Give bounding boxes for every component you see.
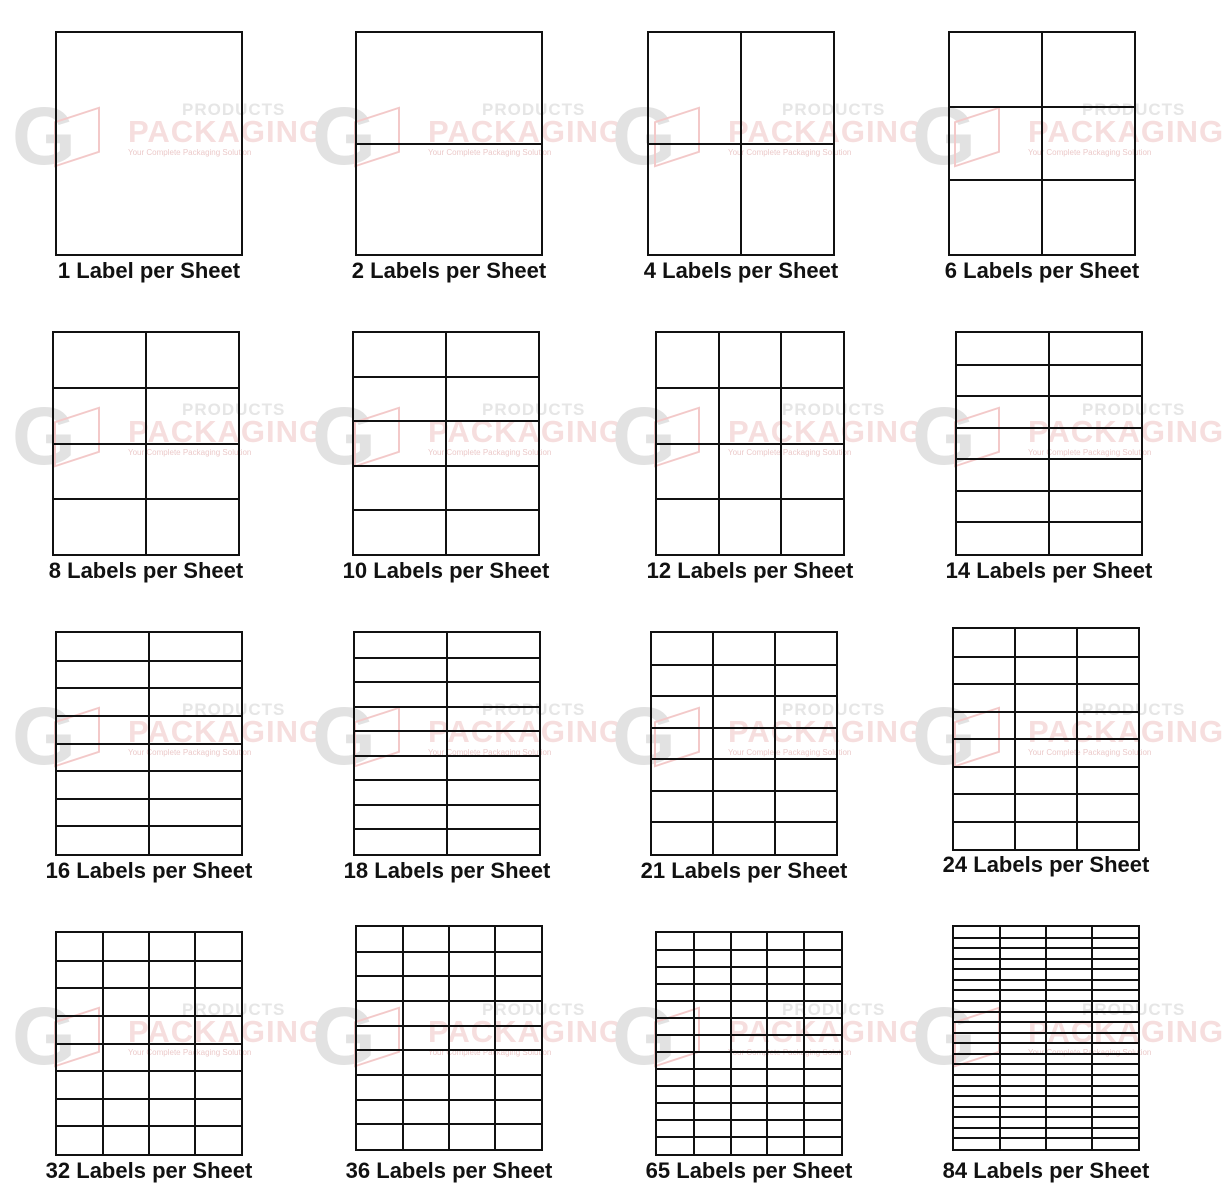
watermark-tagline: Your Complete Packaging Solution xyxy=(428,448,552,457)
watermark-tagline: Your Complete Packaging Solution xyxy=(728,1048,852,1057)
layout-caption: 14 Labels per Sheet xyxy=(945,558,1153,583)
label-row-divider xyxy=(652,664,836,666)
watermark-logo-letter: G xyxy=(612,91,676,182)
label-sheet xyxy=(52,331,240,556)
watermark-products: PRODUCTS xyxy=(1082,400,1186,419)
layout-card xyxy=(900,900,1224,1200)
watermark-products: PRODUCTS xyxy=(1082,1000,1186,1019)
watermark-logo-letter: G xyxy=(12,391,76,482)
watermark-packaging: PACKAGING xyxy=(1028,414,1224,449)
label-sheet xyxy=(352,331,540,556)
watermark-logo-letter: G xyxy=(12,691,76,782)
watermark-tagline: Your Complete Packaging Solution xyxy=(428,148,552,157)
layout-caption: 8 Labels per Sheet xyxy=(48,558,244,583)
watermark-products: PRODUCTS xyxy=(182,400,286,419)
label-row-divider xyxy=(657,1136,841,1138)
label-column-divider xyxy=(1045,927,1047,1149)
watermark-packaging: PACKAGING xyxy=(428,1014,625,1049)
label-column-divider xyxy=(693,933,695,1154)
label-sheet xyxy=(955,331,1143,556)
label-column-divider xyxy=(803,933,805,1154)
watermark-logo-letter: G xyxy=(12,991,76,1082)
layout-caption: 6 Labels per Sheet xyxy=(944,258,1140,283)
watermark-packaging: PACKAGING xyxy=(728,414,925,449)
label-row-divider xyxy=(657,443,843,445)
label-column-divider xyxy=(445,333,447,554)
label-row-divider xyxy=(657,949,841,951)
label-column-divider xyxy=(712,633,714,854)
label-row-divider xyxy=(954,656,1138,658)
layout-card xyxy=(300,300,625,600)
layout-caption: 18 Labels per Sheet xyxy=(343,858,551,883)
label-row-divider xyxy=(954,793,1138,795)
layout-caption: 4 Labels per Sheet xyxy=(643,258,839,283)
watermark-logo-letter: G xyxy=(312,391,376,482)
watermark-products: PRODUCTS xyxy=(1082,100,1186,119)
label-sheet xyxy=(655,331,845,556)
watermark-logo-letter: G xyxy=(312,91,376,182)
watermark-products: PRODUCTS xyxy=(482,1000,586,1019)
watermark-tagline: Your Complete Packaging Solution xyxy=(128,448,252,457)
layout-caption: 32 Labels per Sheet xyxy=(45,1158,253,1183)
label-column-divider xyxy=(1048,333,1050,554)
watermark-packaging: PACKAGING xyxy=(728,114,925,149)
label-sheet xyxy=(952,925,1140,1151)
label-column-divider xyxy=(102,933,104,1154)
watermark-products: PRODUCTS xyxy=(782,700,886,719)
layout-caption: 10 Labels per Sheet xyxy=(342,558,550,583)
watermark-products: PRODUCTS xyxy=(782,1000,886,1019)
label-row-divider xyxy=(954,821,1138,823)
watermark-tagline: Your Complete Packaging Solution xyxy=(128,1048,252,1057)
watermark-packaging: PACKAGING xyxy=(428,414,625,449)
watermark-packaging: PACKAGING xyxy=(428,714,625,749)
layout-caption: 21 Labels per Sheet xyxy=(640,858,848,883)
watermark-packaging: PACKAGING xyxy=(1028,714,1224,749)
watermark-products: PRODUCTS xyxy=(1082,700,1186,719)
layout-card xyxy=(600,0,925,300)
watermark-products: PRODUCTS xyxy=(782,400,886,419)
layout-caption: 12 Labels per Sheet xyxy=(646,558,854,583)
layout-caption: 16 Labels per Sheet xyxy=(45,858,253,883)
label-sheet xyxy=(355,31,543,256)
label-column-divider xyxy=(1014,629,1016,849)
watermark-packaging: PACKAGING xyxy=(128,1014,325,1049)
label-row-divider xyxy=(657,983,841,985)
label-row-divider xyxy=(954,711,1138,713)
label-sheet xyxy=(55,31,243,256)
watermark-tagline: Your Complete Packaging Solution xyxy=(128,748,252,757)
label-row-divider xyxy=(652,758,836,760)
label-column-divider xyxy=(494,927,496,1149)
label-column-divider xyxy=(718,333,720,554)
label-column-divider xyxy=(774,633,776,854)
watermark-packaging: PACKAGING xyxy=(728,714,925,749)
label-row-divider xyxy=(652,727,836,729)
label-sheet xyxy=(655,931,843,1156)
layout-caption: 36 Labels per Sheet xyxy=(345,1158,553,1183)
label-row-divider xyxy=(954,738,1138,740)
label-row-divider xyxy=(657,1085,841,1087)
watermark-tagline: Your Complete Packaging Solution xyxy=(1028,148,1152,157)
label-column-divider xyxy=(740,33,742,254)
layout-card xyxy=(0,300,325,600)
label-row-divider xyxy=(357,143,541,145)
label-row-divider xyxy=(657,498,843,500)
watermark-packaging: PACKAGING xyxy=(128,114,325,149)
layout-card xyxy=(0,600,325,900)
watermark-tagline: Your Complete Packaging Solution xyxy=(428,1048,552,1057)
label-sheet xyxy=(353,631,541,856)
watermark-logo-letter: G xyxy=(912,391,976,482)
label-sheet xyxy=(650,631,838,856)
watermark-tagline: Your Complete Packaging Solution xyxy=(728,748,852,757)
label-row-divider xyxy=(652,790,836,792)
watermark-logo-letter: G xyxy=(12,91,76,182)
layout-card xyxy=(0,900,325,1200)
label-sheet xyxy=(952,627,1140,851)
watermark-products: PRODUCTS xyxy=(182,1000,286,1019)
label-column-divider xyxy=(730,933,732,1154)
watermark-packaging: PACKAGING xyxy=(128,714,325,749)
watermark-logo-letter: G xyxy=(912,991,976,1082)
watermark-products: PRODUCTS xyxy=(482,700,586,719)
watermark-packaging: PACKAGING xyxy=(428,114,625,149)
label-sheet xyxy=(647,31,835,256)
layout-caption: 1 Label per Sheet xyxy=(57,258,241,283)
watermark-packaging: PACKAGING xyxy=(728,1014,925,1049)
label-column-divider xyxy=(446,633,448,854)
label-row-divider xyxy=(657,387,843,389)
layout-caption: 24 Labels per Sheet xyxy=(942,852,1150,877)
layout-card xyxy=(900,0,1224,300)
label-sheet xyxy=(55,931,243,1156)
watermark-products: PRODUCTS xyxy=(182,700,286,719)
watermark-logo-letter: G xyxy=(312,991,376,1082)
label-column-divider xyxy=(402,927,404,1149)
watermark-logo-letter: G xyxy=(912,691,976,782)
layout-card xyxy=(900,300,1224,600)
watermark-packaging: PACKAGING xyxy=(1028,114,1224,149)
layout-card xyxy=(600,900,925,1200)
watermark-tagline: Your Complete Packaging Solution xyxy=(1028,748,1152,757)
watermark-logo-letter: G xyxy=(912,91,976,182)
label-row-divider xyxy=(954,683,1138,685)
layout-caption: 84 Labels per Sheet xyxy=(942,1158,1150,1183)
watermark-products: PRODUCTS xyxy=(482,100,586,119)
watermark-products: PRODUCTS xyxy=(482,400,586,419)
watermark-tagline: Your Complete Packaging Solution xyxy=(428,748,552,757)
label-column-divider xyxy=(1076,629,1078,849)
layout-caption: 65 Labels per Sheet xyxy=(645,1158,853,1183)
label-row-divider xyxy=(657,1051,841,1053)
label-row-divider xyxy=(657,1102,841,1104)
label-sheet xyxy=(948,31,1136,256)
label-column-divider xyxy=(780,333,782,554)
watermark-tagline: Your Complete Packaging Solution xyxy=(128,148,252,157)
watermark-packaging: PACKAGING xyxy=(1028,1014,1224,1049)
label-row-divider xyxy=(954,766,1138,768)
watermark-tagline: Your Complete Packaging Solution xyxy=(1028,1048,1152,1057)
label-row-divider xyxy=(657,1000,841,1002)
layout-card xyxy=(300,0,625,300)
layout-card xyxy=(300,900,625,1200)
layout-card xyxy=(600,600,925,900)
watermark-packaging: PACKAGING xyxy=(128,414,325,449)
label-column-divider xyxy=(448,927,450,1149)
label-column-divider xyxy=(148,933,150,1154)
label-column-divider xyxy=(766,933,768,1154)
label-row-divider xyxy=(657,966,841,968)
layout-card xyxy=(300,600,625,900)
label-sheet xyxy=(355,925,543,1151)
label-column-divider xyxy=(999,927,1001,1149)
label-column-divider xyxy=(148,633,150,854)
label-row-divider xyxy=(652,695,836,697)
label-column-divider xyxy=(194,933,196,1154)
watermark-logo-letter: G xyxy=(612,691,676,782)
watermark-logo-letter: G xyxy=(612,991,676,1082)
label-row-divider xyxy=(657,1017,841,1019)
layout-card xyxy=(900,600,1224,900)
label-column-divider xyxy=(1091,927,1093,1149)
label-row-divider xyxy=(652,821,836,823)
layout-card xyxy=(600,300,925,600)
watermark-tagline: Your Complete Packaging Solution xyxy=(728,148,852,157)
label-row-divider xyxy=(657,1068,841,1070)
label-column-divider xyxy=(145,333,147,554)
watermark-logo-letter: G xyxy=(312,691,376,782)
watermark-tagline: Your Complete Packaging Solution xyxy=(1028,448,1152,457)
layout-card xyxy=(0,0,325,300)
layout-caption: 2 Labels per Sheet xyxy=(351,258,547,283)
label-sheet xyxy=(55,631,243,856)
watermark-logo-letter: G xyxy=(612,391,676,482)
label-column-divider xyxy=(1041,33,1043,254)
label-row-divider xyxy=(657,1119,841,1121)
watermark-products: PRODUCTS xyxy=(182,100,286,119)
label-row-divider xyxy=(657,1034,841,1036)
watermark-products: PRODUCTS xyxy=(782,100,886,119)
watermark-tagline: Your Complete Packaging Solution xyxy=(728,448,852,457)
